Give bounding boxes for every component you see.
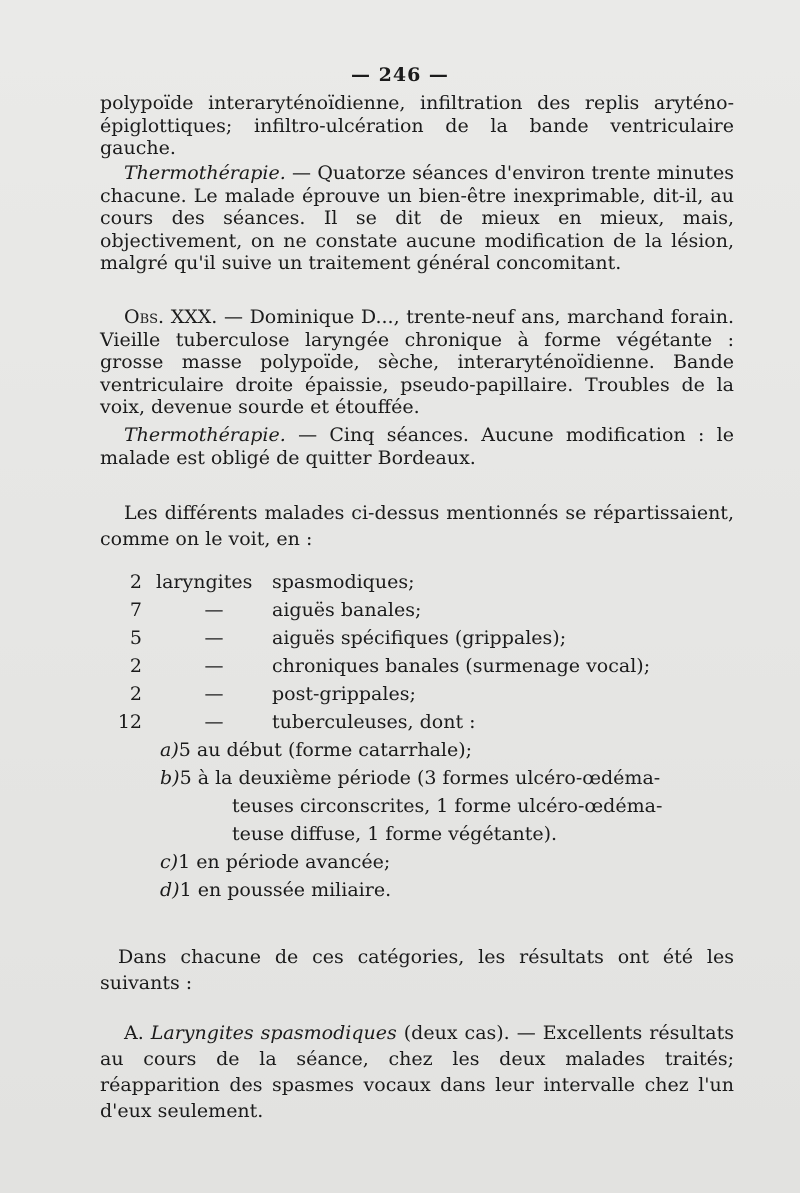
sub-item-b-line3: teuse diffuse, 1 forme végétante). xyxy=(232,823,558,845)
heading-observation: Obs. XXX. xyxy=(124,306,218,328)
paragraph-thermotherapie-1 xyxy=(100,162,734,275)
sub-item-b: b) 5 à la deuxième période (3 formes ulcéro-œdéma- xyxy=(160,767,661,789)
text-thermotherapie-1: — Quatorze séances d'environ trente minutes chacune. Le malade éprouve un bien-être inexprimable, dit-il, au cours des séances. Il se dit de mieux en mieux, mais, objectivement, on ne constate aucune modification de la lésion, malgré qu'il suive un traitement général concomitant. xyxy=(100,162,734,275)
list-item: 2 — post-grippales; xyxy=(129,683,416,705)
text-observation: — Dominique D..., trente-neuf ans, marchand forain. Vieille tuberculose laryngée chronique à forme végétante : grosse masse polypoïde, sèche, interaryténoïdienne. Bande ventriculaire droite épaissie, pseudo-papillaire. Troubles de la voix, devenue sourde et étouffée. xyxy=(100,306,734,419)
sub-item-a: a) 5 au début (forme catarrhale); xyxy=(160,739,473,761)
heading-thermotherapie-2: Thermothérapie. xyxy=(124,424,286,446)
paragraph-resultats: Dans chacune de ces catégories, les résultats ont été les suivants : xyxy=(100,946,734,994)
paragraph-repartition: Les différents malades ci-dessus mentionnés se répartissaient, comme on le voit, en : xyxy=(100,502,734,550)
heading-thermotherapie: Thermothérapie. xyxy=(124,162,286,184)
paragraph-continued: polypoïde interaryténoïdienne, infiltration des replis aryténo-épiglottiques; infiltro-ulcération de la bande ventriculaire gauche. xyxy=(100,92,734,160)
paragraph-observation-xxx xyxy=(100,306,734,419)
page-number: — 246 — xyxy=(351,64,449,86)
list-item: 2 — chroniques banales (surmenage vocal); xyxy=(129,655,651,677)
list-item: 5 — aiguës spécifiques (grippales); xyxy=(129,627,567,649)
paragraph-laryngites-spasmodiques: A. Laryngites spasmodiques (deux cas). — Excellents résultats au cours de la séance, chez les deux malades traités; réapparition des spasmes vocaux dans leur intervalle chez l'un d'eux seulement. xyxy=(100,1022,734,1122)
heading-laryngites: Laryngites spasmodiques xyxy=(150,1022,397,1044)
paragraph-thermotherapie-2 xyxy=(100,424,734,469)
sub-item-d: d) 1 en poussée miliaire. xyxy=(160,879,392,901)
sub-item-c: c) 1 en période avancée; xyxy=(160,851,391,873)
list-item: 7 — aiguës banales; xyxy=(129,599,422,621)
sub-item-b-line2: teuses circonscrites, 1 forme ulcéro-œdéma- xyxy=(232,795,663,817)
text-thermotherapie-2: — Cinq séances. Aucune modification : le malade est obligé de quitter Bordeaux. xyxy=(100,424,734,469)
cases-list xyxy=(100,568,740,904)
list-item: 2 laryngites spasmodiques; xyxy=(129,571,415,593)
list-item: 12 — tuberculeuses, dont : xyxy=(117,711,476,733)
